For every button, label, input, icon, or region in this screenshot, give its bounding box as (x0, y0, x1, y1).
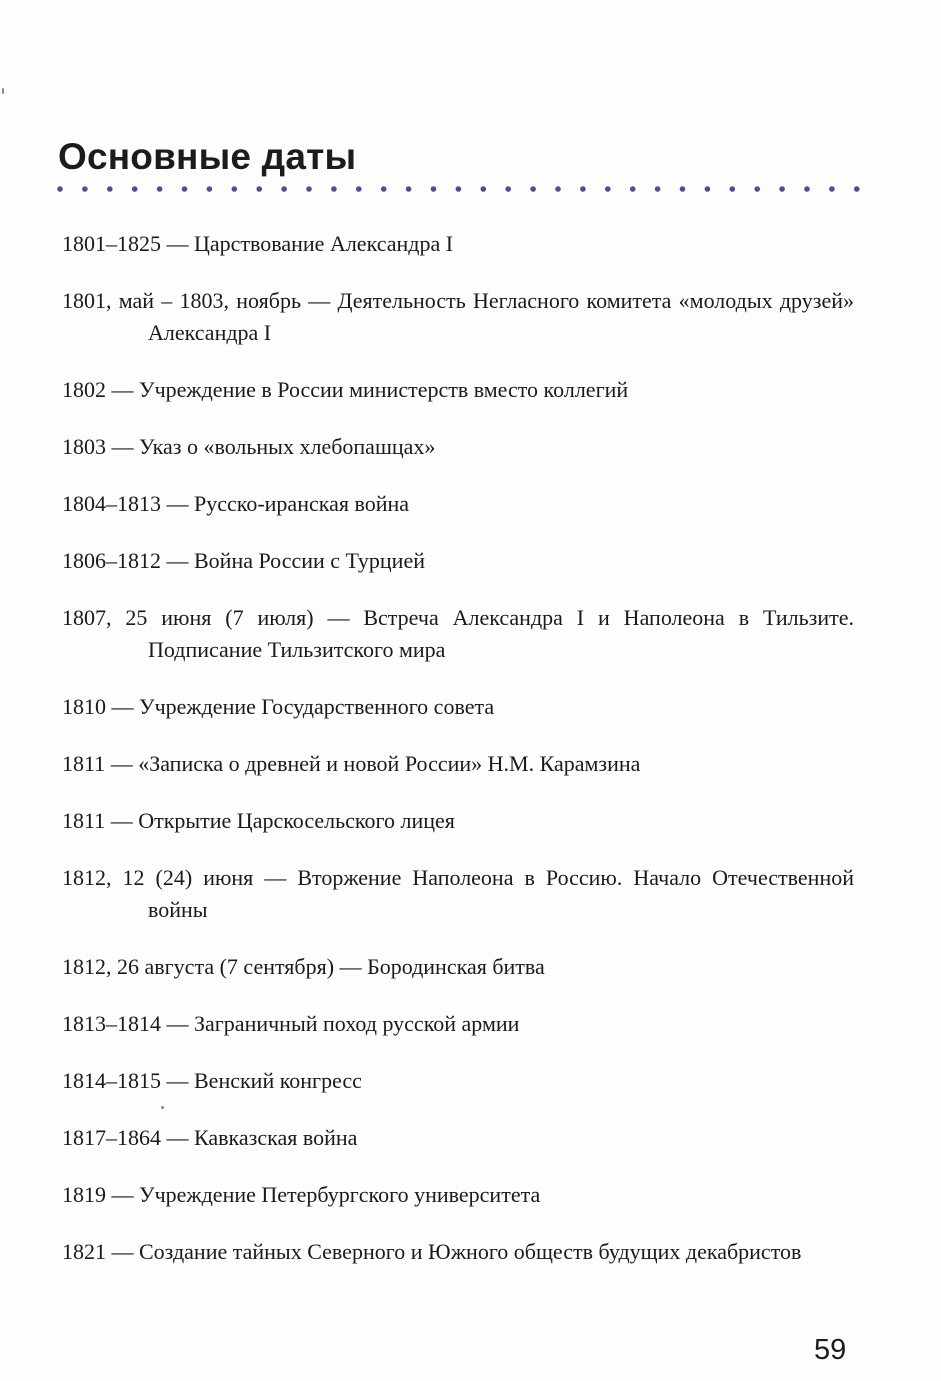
entry-text: Деятельность Негласного комитета «молодых друзей» Александра I (148, 288, 854, 345)
divider-dot (256, 186, 262, 192)
entry-date: 1811 (62, 808, 106, 833)
divider-dot (406, 186, 412, 192)
date-entry (62, 602, 854, 666)
divider-dot (281, 186, 287, 192)
entry-date: 1802 (62, 377, 106, 402)
entry-date: 1807, 25 июня (7 июля) (62, 605, 314, 630)
divider-dot (232, 186, 238, 192)
divider-dot (207, 186, 213, 192)
date-entry (62, 748, 854, 780)
date-entry (62, 805, 854, 837)
entry-dash: — (106, 434, 139, 459)
page-number: 59 (814, 1334, 847, 1366)
entry-text: Кавказская война (194, 1125, 358, 1150)
divider-dot (57, 186, 63, 192)
divider-dot (82, 186, 88, 192)
entry-date: 1819 (62, 1182, 106, 1207)
entry-dash: — (106, 1182, 139, 1207)
date-entry (62, 1236, 854, 1268)
entry-text: Создание тайных Северного и Южного обществ будущих декабристов (139, 1239, 802, 1264)
entry-date: 1814–1815 (62, 1068, 161, 1093)
entry-date: 1821 (62, 1239, 106, 1264)
entry-date: 1813–1814 (62, 1011, 161, 1036)
divider-dot (157, 186, 163, 192)
entry-date: 1804–1813 (62, 491, 161, 516)
divider-dot (356, 186, 362, 192)
divider-dot (456, 186, 462, 192)
entry-dash: — (334, 954, 368, 979)
entry-dash: — (106, 1239, 139, 1264)
entry-text: «Записка о древней и новой России» Н.М. Карамзина (138, 751, 641, 776)
entry-date: 1801–1825 (62, 231, 161, 256)
entry-date: 1812, 26 августа (7 сентября) (62, 954, 335, 979)
divider-dot (605, 186, 611, 192)
date-entry (62, 1122, 854, 1154)
date-entry (62, 374, 854, 406)
entry-dash: — (161, 231, 194, 256)
divider-dot (705, 186, 711, 192)
divider-dot (306, 186, 312, 192)
date-entry (62, 1065, 854, 1097)
date-entry (62, 1008, 854, 1040)
entry-text: Царствование Александра I (194, 231, 454, 256)
divider-dot (107, 186, 113, 192)
entry-dash: — (105, 808, 139, 833)
divider-dot (481, 186, 487, 192)
entry-dash: — (106, 377, 139, 402)
divider-dot (555, 186, 561, 192)
entry-dash: — (300, 288, 338, 313)
date-entry (62, 691, 854, 723)
entry-dash: — (161, 1125, 194, 1150)
entry-dash: — (105, 751, 139, 776)
entry-text: Заграничный поход русской армии (194, 1011, 520, 1036)
date-entry (62, 1179, 854, 1211)
date-entry (62, 431, 854, 463)
divider-dot (431, 186, 437, 192)
divider-dot (630, 186, 636, 192)
date-entry (62, 951, 854, 983)
divider-dot (754, 186, 760, 192)
dates-list (62, 228, 854, 1293)
divider-dot (779, 186, 785, 192)
date-entry (62, 228, 854, 260)
entry-text: Война России с Турцией (194, 548, 425, 573)
divider-dot (182, 186, 188, 192)
divider-dot (580, 186, 586, 192)
entry-date: 1801, май – 1803, ноябрь (62, 288, 301, 313)
divider-dot (505, 186, 511, 192)
entry-text: Встреча Александра I и Наполеона в Тильзите. Подписание Тильзитского мира (148, 605, 854, 662)
divider-dot (655, 186, 661, 192)
entry-text: Вторжение Наполеона в Россию. Начало Отечественной войны (148, 865, 854, 922)
entry-date: 1817–1864 (62, 1125, 161, 1150)
divider-dot (680, 186, 686, 192)
date-entry (62, 285, 854, 349)
date-entry (62, 545, 854, 577)
entry-text: Венский конгресс (194, 1068, 362, 1093)
entry-dash: — (161, 1068, 194, 1093)
scan-speck (2, 88, 4, 94)
entry-text: Бородинская битва (367, 954, 545, 979)
entry-dash: — (313, 605, 364, 630)
divider-dot (730, 186, 736, 192)
entry-dash: — (106, 694, 139, 719)
entry-date: 1811 (62, 751, 106, 776)
entry-text: Открытие Царскосельского лицея (138, 808, 455, 833)
entry-text: Русско-иранская война (194, 491, 410, 516)
entry-text: Учреждение Государственного совета (139, 694, 495, 719)
divider-dot (132, 186, 138, 192)
divider-dot (381, 186, 387, 192)
entry-dash: — (161, 1011, 194, 1036)
entry-dash: — (253, 865, 298, 890)
entry-dash: — (161, 491, 194, 516)
divider-dot (854, 186, 860, 192)
entry-date: 1812, 12 (24) июня (62, 865, 254, 890)
page-title: Основные даты (58, 136, 357, 177)
divider-dot (530, 186, 536, 192)
entry-date: 1810 (62, 694, 106, 719)
date-entry (62, 862, 854, 926)
entry-text: Учреждение в России министерств вместо коллегий (139, 377, 629, 402)
scan-speck (161, 1106, 164, 1109)
entry-date: 1806–1812 (62, 548, 161, 573)
divider-dot (331, 186, 337, 192)
divider-dot (829, 186, 835, 192)
divider-dot (804, 186, 810, 192)
entry-text: Учреждение Петербургского университета (139, 1182, 541, 1207)
entry-text: Указ о «вольных хлебопашцах» (139, 434, 436, 459)
entry-dash: — (161, 548, 194, 573)
dotted-divider (56, 184, 864, 194)
entry-date: 1803 (62, 434, 106, 459)
date-entry (62, 488, 854, 520)
